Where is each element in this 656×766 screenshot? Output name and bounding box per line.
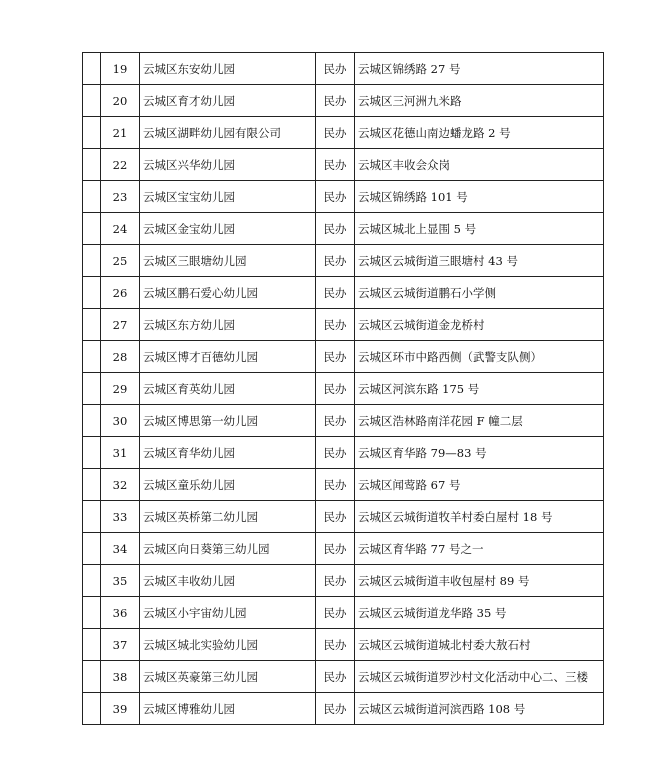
table-row — [83, 53, 604, 85]
kindergarten-name: 云城区博才百德幼儿园 — [140, 341, 316, 373]
row-number: 23 — [101, 181, 140, 213]
kindergarten-address: 云城区环市中路西侧（武警支队侧） — [355, 341, 604, 373]
kindergarten-name: 云城区东方幼儿园 — [140, 309, 316, 341]
kindergarten-name: 云城区丰收幼儿园 — [140, 565, 316, 597]
row-number: 25 — [101, 245, 140, 277]
ownership-type: 民办 — [316, 85, 355, 117]
blank-cell — [83, 213, 101, 245]
row-number: 21 — [101, 117, 140, 149]
blank-cell — [83, 309, 101, 341]
row-number: 30 — [101, 405, 140, 437]
blank-cell — [83, 373, 101, 405]
table-row — [83, 85, 604, 117]
kindergarten-name: 云城区育才幼儿园 — [140, 85, 316, 117]
kindergarten-name: 云城区英桥第二幼儿园 — [140, 501, 316, 533]
kindergarten-address: 云城区丰收会众岗 — [355, 149, 604, 181]
table-row — [83, 437, 604, 469]
ownership-type: 民办 — [316, 117, 355, 149]
kindergarten-name: 云城区博雅幼儿园 — [140, 693, 316, 725]
table-row — [83, 501, 604, 533]
kindergarten-address: 云城区云城街道鹏石小学侧 — [355, 277, 604, 309]
blank-cell — [83, 341, 101, 373]
table-row — [83, 533, 604, 565]
blank-cell — [83, 533, 101, 565]
table-row — [83, 341, 604, 373]
kindergarten-address: 云城区云城街道金龙桥村 — [355, 309, 604, 341]
kindergarten-name: 云城区小宇宙幼儿园 — [140, 597, 316, 629]
row-number: 32 — [101, 469, 140, 501]
table-row — [83, 309, 604, 341]
table-row — [83, 565, 604, 597]
row-number: 31 — [101, 437, 140, 469]
kindergarten-name: 云城区三眼塘幼儿园 — [140, 245, 316, 277]
ownership-type: 民办 — [316, 501, 355, 533]
blank-cell — [83, 85, 101, 117]
blank-cell — [83, 437, 101, 469]
kindergarten-name: 云城区东安幼儿园 — [140, 53, 316, 85]
kindergarten-address: 云城区云城街道三眼塘村 43 号 — [355, 245, 604, 277]
table-row — [83, 149, 604, 181]
blank-cell — [83, 405, 101, 437]
ownership-type: 民办 — [316, 661, 355, 693]
kindergarten-name: 云城区湖畔幼儿园有限公司 — [140, 117, 316, 149]
ownership-type: 民办 — [316, 341, 355, 373]
blank-cell — [83, 469, 101, 501]
kindergarten-name: 云城区鹏石爱心幼儿园 — [140, 277, 316, 309]
table-row — [83, 661, 604, 693]
blank-cell — [83, 181, 101, 213]
ownership-type: 民办 — [316, 309, 355, 341]
blank-cell — [83, 501, 101, 533]
row-number: 34 — [101, 533, 140, 565]
kindergarten-table — [82, 52, 604, 725]
blank-cell — [83, 597, 101, 629]
row-number: 20 — [101, 85, 140, 117]
ownership-type: 民办 — [316, 533, 355, 565]
kindergarten-address: 云城区云城街道丰收包屋村 89 号 — [355, 565, 604, 597]
kindergarten-address: 云城区云城街道牧羊村委白屋村 18 号 — [355, 501, 604, 533]
blank-cell — [83, 565, 101, 597]
kindergarten-address: 云城区育华路 77 号之一 — [355, 533, 604, 565]
row-number: 35 — [101, 565, 140, 597]
row-number: 37 — [101, 629, 140, 661]
ownership-type: 民办 — [316, 469, 355, 501]
blank-cell — [83, 149, 101, 181]
kindergarten-address: 云城区育华路 79—83 号 — [355, 437, 604, 469]
kindergarten-name: 云城区城北实验幼儿园 — [140, 629, 316, 661]
kindergarten-name: 云城区英豪第三幼儿园 — [140, 661, 316, 693]
ownership-type: 民办 — [316, 149, 355, 181]
blank-cell — [83, 661, 101, 693]
blank-cell — [83, 629, 101, 661]
kindergarten-address: 云城区云城街道河滨西路 108 号 — [355, 693, 604, 725]
ownership-type: 民办 — [316, 437, 355, 469]
blank-cell — [83, 53, 101, 85]
row-number: 28 — [101, 341, 140, 373]
table-row — [83, 405, 604, 437]
row-number: 29 — [101, 373, 140, 405]
row-number: 36 — [101, 597, 140, 629]
table-row — [83, 245, 604, 277]
table-row — [83, 277, 604, 309]
kindergarten-name: 云城区向日葵第三幼儿园 — [140, 533, 316, 565]
kindergarten-address: 云城区云城街道城北村委大敖石村 — [355, 629, 604, 661]
row-number: 33 — [101, 501, 140, 533]
blank-cell — [83, 277, 101, 309]
table-row — [83, 597, 604, 629]
row-number: 38 — [101, 661, 140, 693]
kindergarten-name: 云城区育英幼儿园 — [140, 373, 316, 405]
ownership-type: 民办 — [316, 181, 355, 213]
ownership-type: 民办 — [316, 245, 355, 277]
ownership-type: 民办 — [316, 213, 355, 245]
ownership-type: 民办 — [316, 693, 355, 725]
blank-cell — [83, 245, 101, 277]
blank-cell — [83, 117, 101, 149]
kindergarten-address: 云城区城北上显围 5 号 — [355, 213, 604, 245]
ownership-type: 民办 — [316, 597, 355, 629]
kindergarten-name: 云城区宝宝幼儿园 — [140, 181, 316, 213]
kindergarten-address: 云城区云城街道罗沙村文化活动中心二、三楼 — [355, 661, 604, 693]
kindergarten-name: 云城区育华幼儿园 — [140, 437, 316, 469]
table-row — [83, 373, 604, 405]
ownership-type: 民办 — [316, 277, 355, 309]
kindergarten-address: 云城区三河洲九米路 — [355, 85, 604, 117]
table-row — [83, 213, 604, 245]
kindergarten-address: 云城区锦绣路 101 号 — [355, 181, 604, 213]
table-row — [83, 117, 604, 149]
table-row — [83, 629, 604, 661]
row-number: 26 — [101, 277, 140, 309]
table-body — [83, 53, 604, 725]
kindergarten-address: 云城区闻莺路 67 号 — [355, 469, 604, 501]
row-number: 24 — [101, 213, 140, 245]
table-row — [83, 469, 604, 501]
blank-cell — [83, 693, 101, 725]
table-row — [83, 693, 604, 725]
ownership-type: 民办 — [316, 565, 355, 597]
kindergarten-address: 云城区浩林路南洋花园 F 幢二层 — [355, 405, 604, 437]
ownership-type: 民办 — [316, 629, 355, 661]
row-number: 19 — [101, 53, 140, 85]
ownership-type: 民办 — [316, 373, 355, 405]
kindergarten-name: 云城区童乐幼儿园 — [140, 469, 316, 501]
row-number: 27 — [101, 309, 140, 341]
kindergarten-address: 云城区云城街道龙华路 35 号 — [355, 597, 604, 629]
kindergarten-address: 云城区花德山南边蟠龙路 2 号 — [355, 117, 604, 149]
kindergarten-name: 云城区兴华幼儿园 — [140, 149, 316, 181]
ownership-type: 民办 — [316, 53, 355, 85]
kindergarten-address: 云城区锦绣路 27 号 — [355, 53, 604, 85]
kindergarten-name: 云城区金宝幼儿园 — [140, 213, 316, 245]
kindergarten-name: 云城区博思第一幼儿园 — [140, 405, 316, 437]
table-row — [83, 181, 604, 213]
row-number: 22 — [101, 149, 140, 181]
kindergarten-address: 云城区河滨东路 175 号 — [355, 373, 604, 405]
ownership-type: 民办 — [316, 405, 355, 437]
row-number: 39 — [101, 693, 140, 725]
